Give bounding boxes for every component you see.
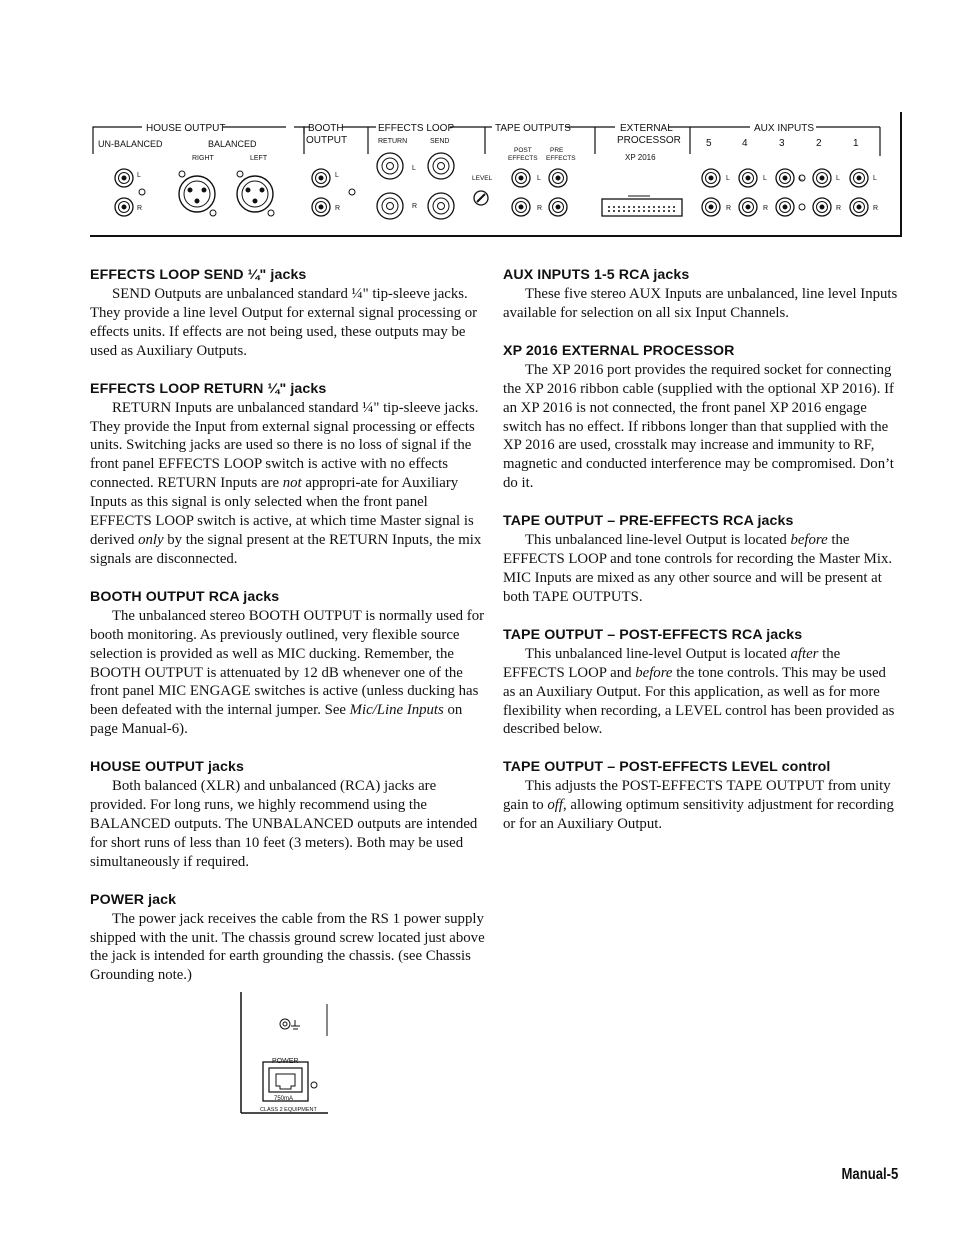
section-house-output (90, 758, 486, 872)
aux4-l: L (763, 175, 767, 182)
body-text: The unbalanced stereo BOOTH OUTPUT is normally used for booth monitoring. As previously outlined, very flexible source selection is provided as well as MIC ducking. Remember, the BOOTH OUTPUT is attenuated by 12 dB whenever one of the front panel MIC ENGAGE switches is active (unless ducking has been defeated with the internal jumper. See (90, 607, 485, 719)
section-heading: XP 2016 EXTERNAL PROCESSOR (503, 342, 735, 359)
label-return: RETURN (378, 138, 408, 145)
body-text: Both balanced (XLR) and unbalanced (RCA) jacks are provided. For long runs, we highly recommend using the BALANCED outputs. The UNBALANCED outputs are intended for short runs of less than 10 feet (3 meters). Both may be used simultaneously if required. (90, 778, 478, 870)
body-text: These five stereo AUX Inputs are unbalanced, line level Inputs available for selection on all six Input Channels. (503, 286, 898, 321)
section-heading: EFFECTS LOOP SEND ¼" jacks (90, 267, 307, 283)
section-heading: POWER jack (90, 891, 177, 908)
section-aux-inputs (503, 266, 899, 323)
aux1-l: L (873, 175, 877, 182)
section-body (503, 645, 899, 740)
label-aux-4: 4 (742, 138, 748, 149)
body-text: on page Manual-6). (90, 702, 463, 738)
body-text: The power jack receives the cable from the RS 1 power supply shipped with the unit. The chassis ground screw located just above the jack is intended for earth grounding the chassis. (see Chassis Grounding note.) (90, 910, 485, 984)
label-booth-output: OUTPUT (306, 135, 348, 146)
tape-l: L (537, 175, 541, 182)
label-aux-5: 5 (706, 138, 712, 149)
section-xp2016 (503, 342, 899, 493)
left-column (90, 266, 486, 1004)
aux1-r: R (873, 205, 879, 212)
ground-screw-icon (280, 1019, 300, 1029)
xp2016-ribbon-socket (602, 196, 682, 216)
right-column (503, 266, 899, 853)
section-body (90, 777, 486, 872)
body-text: the tone controls. This may be used as an Auxiliary Output. For this application, as well as for more flexibility when recording, a LEVEL control has been provided as described below. (503, 664, 895, 738)
power-class: CLASS 2 EQUIPMENT (260, 1107, 317, 1113)
section-body (90, 399, 486, 569)
label-booth: BOOTH (308, 123, 344, 134)
emphasis-text: off (547, 797, 564, 814)
house-l: L (137, 172, 141, 179)
section-power-jack (90, 891, 486, 986)
label-aux-inputs: AUX INPUTS (754, 123, 815, 134)
body-text: , allowing optimum sensitivity adjustment for recording or for an Auxiliary Output. (503, 797, 894, 833)
body-text: SEND Outputs are unbalanced standard ¼" tip-sleeve jacks. They provide a line level Output for external signal processing or effects units. If effects are not being used, these outputs may be used as Auxiliary Outputs. (90, 286, 478, 359)
label-house-output: HOUSE OUTPUT (146, 123, 226, 134)
emphasis-text: after (790, 645, 819, 662)
effects-r: R (412, 203, 418, 210)
label-send: SEND (430, 138, 450, 145)
body-text: by the signal present at the RETURN Inputs, the mix signals are disconnected. (90, 531, 482, 567)
body-text: the EFFECTS LOOP and tone controls for recording the Master Mix. MIC Inputs are mixed as any other source and will be present at both TAPE OUTPUTS. (503, 532, 893, 605)
booth-r: R (335, 205, 341, 212)
section-body (90, 607, 486, 739)
label-processor: PROCESSOR (617, 135, 681, 146)
section-tape-pre-effects (503, 512, 899, 607)
section-effects-loop-return (90, 380, 486, 569)
body-text: appropri-ate for Auxiliary Inputs as this signal is only selected when the front panel EFFECTS LOOP switch is active, at which time Master signal is derived (90, 475, 474, 548)
label-balanced: BALANCED (208, 139, 257, 149)
label-xp2016: XP 2016 (625, 153, 656, 162)
label-aux-2: 2 (816, 138, 822, 149)
section-body (503, 285, 899, 323)
body-text: RETURN Inputs are unbalanced standard ¼" tip-sleeve jacks. They provide the Input from external signal processing or effects units. Switching jacks are used so there is no loss of signal if the front panel EFFECTS LOOP switch is active with no effects connected. RETURN Inputs are (90, 399, 479, 492)
body-text: the EFFECTS LOOP and (503, 645, 841, 681)
label-un-balanced: UN-BALANCED (98, 139, 163, 149)
tape-r: R (537, 205, 543, 212)
label-tape-outputs: TAPE OUTPUTS (495, 123, 571, 134)
section-heading: AUX INPUTS 1-5 RCA jacks (503, 267, 690, 283)
section-body (90, 910, 486, 986)
emphasis-text: before (635, 664, 673, 681)
section-tape-post-effects (503, 626, 899, 740)
section-heading: TAPE OUTPUT – PRE-EFFECTS RCA jacks (503, 513, 794, 530)
power-socket-icon (269, 1068, 302, 1092)
power-label: POWER (272, 1058, 299, 1065)
section-effects-loop-send (90, 266, 486, 361)
label-left: LEFT (250, 155, 268, 162)
section-heading: TAPE OUTPUT – POST-EFFECTS RCA jacks (503, 626, 803, 643)
page-number: Manual-5 (841, 1166, 898, 1183)
section-body (503, 777, 899, 834)
emphasis-text: Mic/Line Inputs (349, 702, 444, 719)
body-text: The XP 2016 port provides the required socket for connecting the XP 2016 ribbon cable (supplied with the optional XP 2016). If an XP 2016 is not connected, the front panel XP 2016 engage switch has no effect. If ribbons longer than that supplied with the XP 2016 are used, crosstalk may increase and immunity to RF, magnetic and conducted interference may be compromised. Don’t do it. (503, 361, 894, 492)
section-tape-level-control (503, 758, 899, 834)
booth-output-rca-jacks (312, 169, 355, 216)
power-jack-figure (238, 990, 334, 1116)
power-current: 750mA (274, 1096, 294, 1102)
label-pre: PRE (550, 147, 564, 154)
body-text: This adjusts the POST-EFFECTS TAPE OUTPUT from unity gain to (503, 778, 891, 814)
label-post-effects: EFFECTS (508, 155, 538, 162)
aux5-l: L (726, 175, 730, 182)
emphasis-text: only (138, 531, 164, 548)
section-heading: BOOTH OUTPUT RCA jacks (90, 588, 280, 605)
label-right: RIGHT (192, 155, 214, 162)
label-pre-effects: EFFECTS (546, 155, 576, 162)
section-heading: TAPE OUTPUT – POST-EFFECTS LEVEL control (503, 759, 831, 776)
emphasis-text: not (282, 475, 302, 492)
label-post: POST (514, 147, 532, 154)
aux4-r: R (763, 205, 769, 212)
house-r: R (137, 205, 143, 212)
emphasis-text: before (790, 532, 828, 549)
section-heading: EFFECTS LOOP RETURN ¼" jacks (90, 380, 327, 397)
house-balanced-xlr-left (237, 171, 274, 216)
booth-l: L (335, 172, 339, 179)
house-balanced-xlr-right (179, 171, 216, 216)
aux3-l: L (799, 175, 803, 182)
aux5-r: R (726, 205, 732, 212)
section-body (503, 531, 899, 607)
label-effects-loop: EFFECTS LOOP (378, 123, 455, 134)
label-aux-1: 1 (853, 138, 859, 149)
aux2-l: L (836, 175, 840, 182)
aux2-r: R (836, 205, 842, 212)
section-heading: HOUSE OUTPUT jacks (90, 759, 244, 776)
body-text: This unbalanced line-level Output is located (525, 645, 791, 662)
label-external: EXTERNAL (620, 123, 673, 134)
level-knob (474, 191, 488, 205)
rear-panel-diagram (90, 110, 904, 238)
section-body (90, 285, 486, 361)
label-aux-3: 3 (779, 138, 785, 149)
label-level: LEVEL (472, 175, 493, 182)
effects-l: L (412, 165, 416, 172)
body-text: This unbalanced line-level Output is located (525, 532, 791, 549)
section-booth-output (90, 588, 486, 739)
section-body (503, 361, 899, 493)
